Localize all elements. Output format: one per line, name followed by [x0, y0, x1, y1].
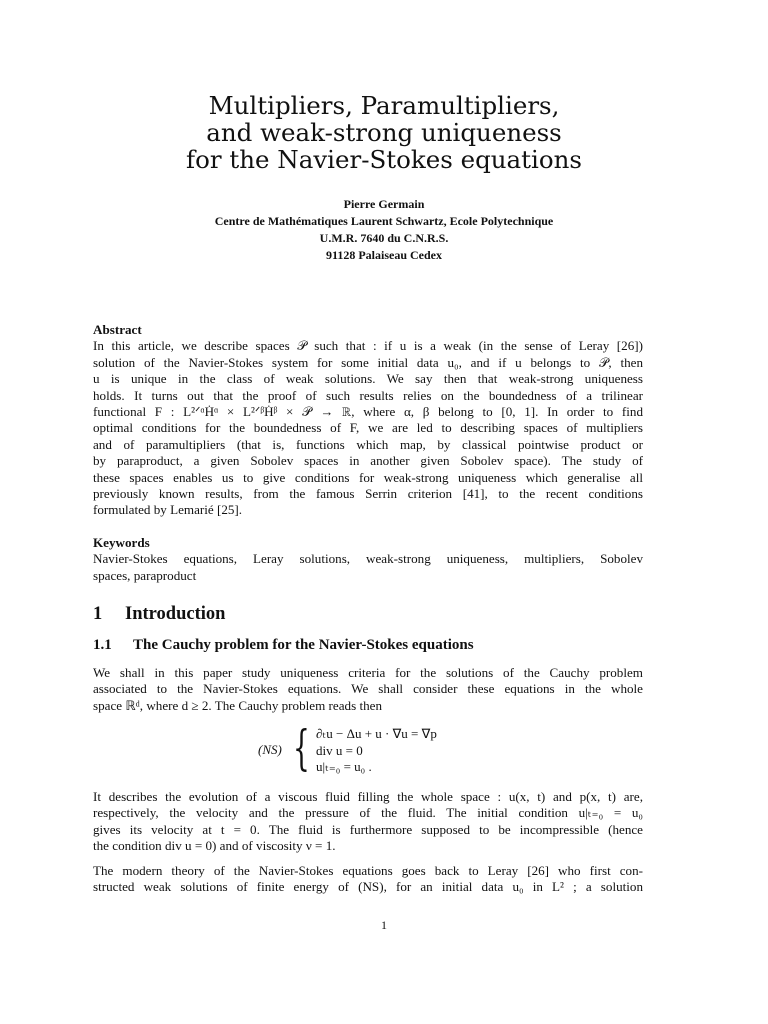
author-affiliation-2: U.M.R. 7640 du C.N.R.S. [319, 231, 449, 245]
history-paragraph [93, 863, 643, 896]
paragraph-line: The modern theory of the Navier-Stokes equations goes back to Leray [26] who first con- [93, 863, 643, 878]
page-number: 1 [381, 918, 387, 932]
equation-line: div u = 0 [316, 742, 363, 758]
paragraph-line: It describes the evolution of a viscous fluid filling the whole space : u(x, t) and p(x, t) are, [93, 789, 643, 804]
author-block [0, 196, 768, 264]
keywords-line: spaces, paraproduct [93, 567, 197, 583]
equation-brace: { [293, 720, 310, 776]
abstract-line: optimal conditions for the boundedness of F, we are led to describing spaces of multipliers [93, 420, 643, 436]
paragraph-line: structed weak solutions of finite energy of (NS), for an initial data u₀ in L² ; a solution [93, 879, 643, 895]
equation-line: ∂ₜu − Δu + u · ∇u = ∇p [316, 726, 437, 741]
author-affiliation-3: 91128 Palaiseau Cedex [326, 248, 442, 262]
abstract-line: u is unique in the class of weak solutions. We say then that weak-strong uniqueness [93, 371, 643, 387]
keywords-line: Navier-Stokes equations, Leray solutions, weak-strong uniqueness, multipliers, Sobolev [93, 551, 643, 567]
title-line-2: and weak-strong uniqueness [206, 118, 562, 147]
abstract-line: these spaces enables us to give conditions for weak-strong uniqueness which generalise all [93, 469, 643, 485]
author-affiliation-1: Centre de Mathématiques Laurent Schwartz, Ecole Polytechnique [214, 214, 554, 228]
abstract-line: In this article, we describe spaces 𝒫 such that : if u is a weak (in the sense of Leray [26]) [93, 338, 643, 354]
paper-title [0, 92, 768, 173]
section-heading [93, 604, 225, 625]
subsection-number: 1.1 [93, 637, 112, 653]
section-number: 1 [93, 604, 103, 624]
abstract-line: holds. It turns out that the proof of such results relies on the boundedness of a trilinear [93, 387, 643, 403]
paragraph-line: associated to the Navier-Stokes equations. We shall consider these equations in the whole [93, 681, 643, 697]
paragraph-line: gives its velocity at t = 0. The fluid is furthermore supposed to be incompressible (hence [93, 821, 643, 837]
title-line-1: Multipliers, Paramultipliers, [208, 91, 560, 120]
subsection-title: The Cauchy problem for the Navier-Stokes equations [133, 637, 474, 653]
abstract-text [93, 338, 643, 518]
keywords-heading: Keywords [93, 535, 150, 550]
equation-line: u|ₜ₌₀ = u₀ . [316, 759, 372, 774]
abstract-heading: Abstract [93, 322, 142, 337]
description-paragraph [93, 789, 643, 855]
author-name: Pierre Germain [343, 197, 425, 211]
abstract-line: previously known results, from the famous Serrin criterion [41], to the recent conditions [93, 486, 643, 502]
abstract-line: formulated by Lemarié [25]. [93, 502, 243, 518]
keywords [93, 535, 643, 584]
paragraph-line: respectively, the velocity and the pressure of the fluid. The initial condition u|ₜ₌₀ = u₀ [93, 805, 643, 821]
paragraph-line: We shall in this paper study uniqueness criteria for the solutions of the Cauchy problem [93, 665, 643, 680]
equation-system [316, 726, 437, 776]
equation-label: (NS) [258, 742, 282, 757]
subsection-heading [93, 637, 474, 654]
paragraph-line: the condition div u = 0) and of viscosity ν = 1. [93, 838, 336, 854]
abstract-line: and of paramultipliers (that is, functions which map, by classical pointwise product or [93, 436, 643, 452]
abstract-line: by paraproduct, a given Sobolev spaces in another given Sobolev space). The study of [93, 453, 643, 469]
title-line-3: for the Navier-Stokes equations [186, 145, 582, 174]
abstract [93, 322, 643, 519]
intro-paragraph [93, 665, 643, 714]
abstract-line: functional F : L²ᐟᵅḢᵅ × L²ᐟᵝḢᵝ × 𝒫 → ℝ, where α, β belong to [0, 1]. In order to find [93, 404, 643, 420]
section-title: Introduction [125, 604, 226, 624]
abstract-line: solution of the Navier-Stokes system for some initial data u₀, and if u belongs to 𝒫, then [93, 354, 643, 370]
paragraph-line: space ℝᵈ, where d ≥ 2. The Cauchy problem reads then [93, 697, 382, 713]
